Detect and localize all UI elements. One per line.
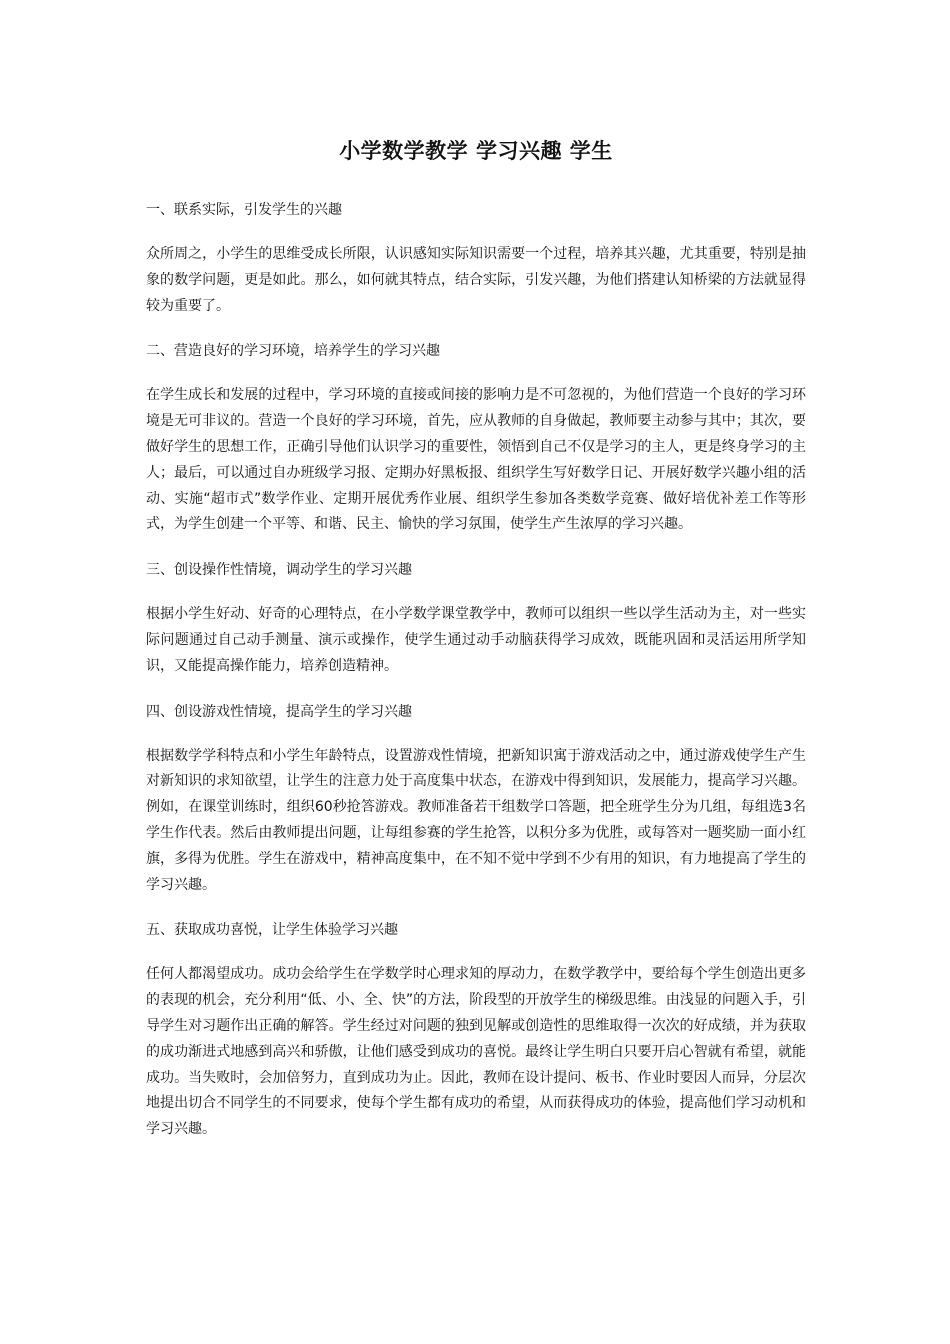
section-heading: 四、创设游戏性情境，提高学生的学习兴趣 (146, 703, 412, 720)
section-heading: 五、获取成功喜悦，让学生体验学习兴趣 (146, 922, 398, 939)
section-paragraph: 任何人都渴望成功。成功会给学生在学数学时心理求知的厚动力，在数学教学中，要给每个学生创造出更多的表现的机会，充分利用“低、小、全、快”的方法，阶段型的开放学生的梯级思维。由浅显的问题入手，引导学生对习题作出正确的解答。学生经过对问题的独到见解或创造性的思维取得一次次的好成绩，并为获取的成功渐进式地感到高兴和骄傲，让他们感受到成功的喜悦。最终让学生明白只要开启心智就有希望，就能成功。当失败时，会加倍努力，直到成功为止。因此，教师在设计提问、板书、作业时要因人而异，分层次地提出切合不同学生的不同要求，使每个学生都有成功的希望，从而获得成功的体验，提高他们学习动机和学习兴趣。 (146, 966, 806, 1138)
section-paragraph: 根据数学学科特点和小学生年龄特点，设置游戏性情境，把新知识寓于游戏活动之中，通过游戏使学生产生对新知识的求知欲望，让学生的注意力处于高度集中状态，在游戏中得到知识，发展能力，提高学习兴趣。例如，在课堂训练时，组织60秒抢答游戏。教师准备若干组数学口答题，把全班学生分为几组，每组选3名学生作代表。然后由教师提出问题，让每组参赛的学生抢答，以积分多为优胜，或每答对一题奖励一面小红旗，多得为优胜。学生在游戏中，精神高度集中，在不知不觉中学到不少有用的知识，有力地提高了学生的学习兴趣。 (146, 747, 806, 893)
document-title: 小学数学教学 学习兴趣 学生 (339, 139, 613, 163)
section-3 (146, 557, 806, 679)
section-2 (146, 338, 806, 538)
section-heading: 三、创设操作性情境，调动学生的学习兴趣 (146, 562, 412, 579)
section-5 (146, 917, 806, 1143)
section-4 (146, 699, 806, 899)
section-heading: 二、营造良好的学习环境，培养学生的学习兴趣 (146, 343, 440, 360)
section-paragraph: 根据小学生好动、好奇的心理特点，在小学数学课堂教学中，教师可以组织一些以学生活动为主，对一些实际问题通过自己动手测量、演示或操作，使学生通过动手动脑获得学习成效，既能巩固和灵活运用所学知识，又能提高操作能力，培养创造精神。 (146, 606, 806, 674)
section-paragraph: 在学生成长和发展的过程中，学习环境的直接或间接的影响力是不可忽视的，为他们营造一个良好的学习环境是无可非议的。营造一个良好的学习环境，首先，应从教师的自身做起，教师要主动参与其中；其次，要做好学生的思想工作，正确引导他们认识学习的重要性，领悟到自己不仅是学习的主人，更是终身学习的主人；最后，可以通过自办班级学习报、定期办好黑板报、组织学生写好数学日记、开展好数学兴趣小组的活动、实施“超市式”数学作业、定期开展优秀作业展、组织学生参加各类数学竞赛、做好培优补差工作等形式，为学生创建一个平等、和谐、民主、愉快的学习氛围，使学生产生浓厚的学习兴趣。 (146, 387, 806, 533)
section-paragraph: 众所周之，小学生的思维受成长所限，认识感知实际知识需要一个过程，培养其兴趣，尤其重要，特别是抽象的数学问题，更是如此。那么，如何就其特点，结合实际，引发兴趣，为他们搭建认知桥梁的方法就显得较为重要了。 (146, 246, 806, 314)
document-body (146, 197, 806, 1162)
section-1 (146, 197, 806, 319)
section-heading: 一、联系实际，引发学生的兴趣 (146, 202, 342, 218)
